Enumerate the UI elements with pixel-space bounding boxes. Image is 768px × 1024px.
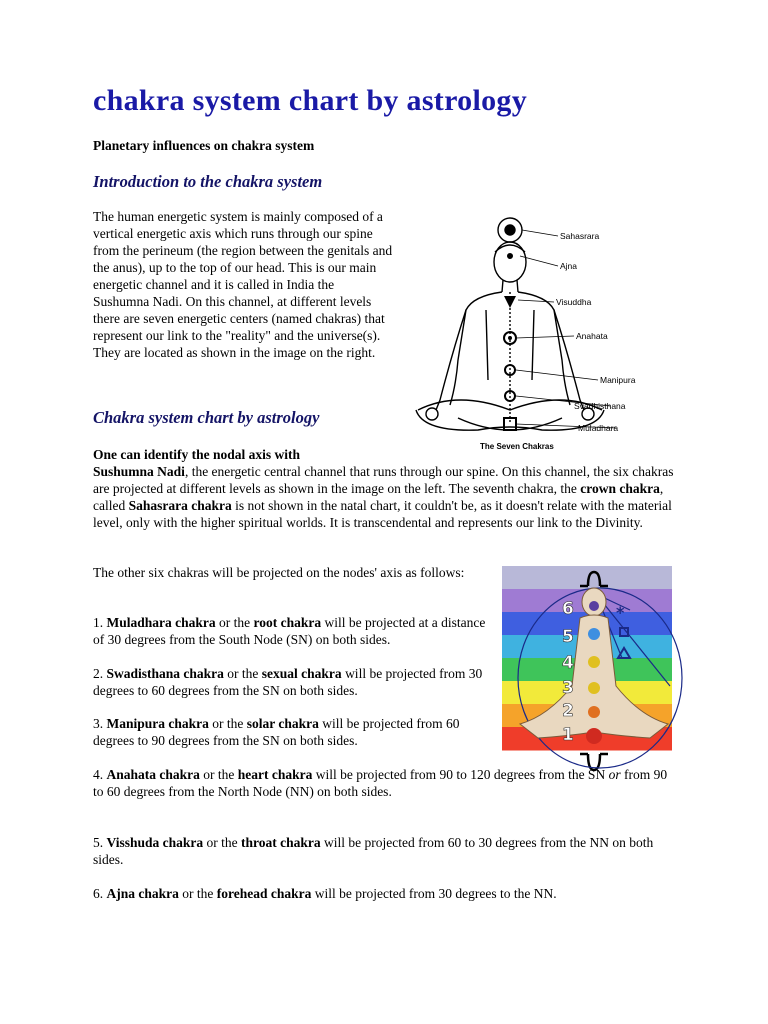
list-item-4: 4. Anahata chakra or the heart chakra will be projected from 90 to 120 degrees from the SN or from 90 to 60 degrees from the North Node (NN) on both sides. [93,767,668,799]
num-3: 3 [562,678,574,698]
figure-caption: The Seven Chakras [480,442,554,451]
label-svadhisthana: Svadhisthana [574,401,626,411]
list-item-1: 1. Muladhara chakra or the root chakra will be projected at a distance of 30 degrees from the South Node (SN) on both sides. [93,615,486,647]
num-5: 5 [562,627,574,647]
chart-heading: Chakra system chart by astrology [93,408,320,427]
num-1: 1 [562,725,574,745]
label-visuddha: Visuddha [556,297,592,307]
chakra-nodes-chart [500,566,690,776]
num-4: 4 [562,653,574,673]
label-ajna: Ajna [560,261,578,271]
list-item-3: 3. Manipura chakra or the solar chakra will be projected from 60 degrees to 90 degrees from the SN on both sides. [93,716,460,748]
num-2: 2 [562,701,574,721]
label-anahata: Anahata [576,331,608,341]
nodal-paragraph: Sushumna Nadi, the energetic central channel that runs through our spine. On this channel, the six chakras are projected at different levels as shown in the image on the left. The seventh chakra, the crown chakra, called Sahasrara chakra is not shown in the natal chart, it couldn't be, as it doesn't relate with the material level, only with the higher spiritual worlds. It is transcendental and represents our link to the Divinity. [93,464,674,530]
six-chakras-intro: The other six chakras will be projected on the nodes' axis as follows: [93,565,465,580]
label-manipura: Manipura [600,375,636,385]
nodal-lead: One can identify the nodal axis with [93,447,301,462]
label-sahasrara: Sahasrara [560,231,600,241]
num-6: 6 [562,599,574,619]
star-symbol: * [616,603,625,622]
intro-heading: Introduction to the chakra system [93,172,323,191]
list-item-6: 6. Ajna chakra or the forehead chakra will be projected from 30 degrees to the NN. [93,886,557,901]
list-item-2: 2. Swadisthana chakra or the sexual chakra will be projected from 30 degrees to 60 degrees from the SN on both sides. [93,666,483,698]
sushumna-nadi-term: Sushumna Nadi [93,464,185,479]
page-subtitle: Planetary influences on chakra system [93,138,315,153]
seven-chakras-figure [398,210,636,455]
intro-paragraph: The human energetic system is mainly composed of a vertical energetic axis which runs through our spine from the perineum (the region between the genitals and the anus), up to the top of our head. This is our main energetic channel and it is called in India the Sushumna Nadi. On this channel, at different levels there are seven energetic centers (named chakras) that represent our link to the "reality" and the universe(s). They are located as shown in the image on the right. [93,209,393,360]
list-item-5: 5. Visshuda chakra or the throat chakra will be projected from 60 to 30 degrees from the NN on both sides. [93,835,654,867]
page-title: chakra system chart by astrology [93,84,528,117]
label-muladhara: Muladhara [578,423,619,433]
